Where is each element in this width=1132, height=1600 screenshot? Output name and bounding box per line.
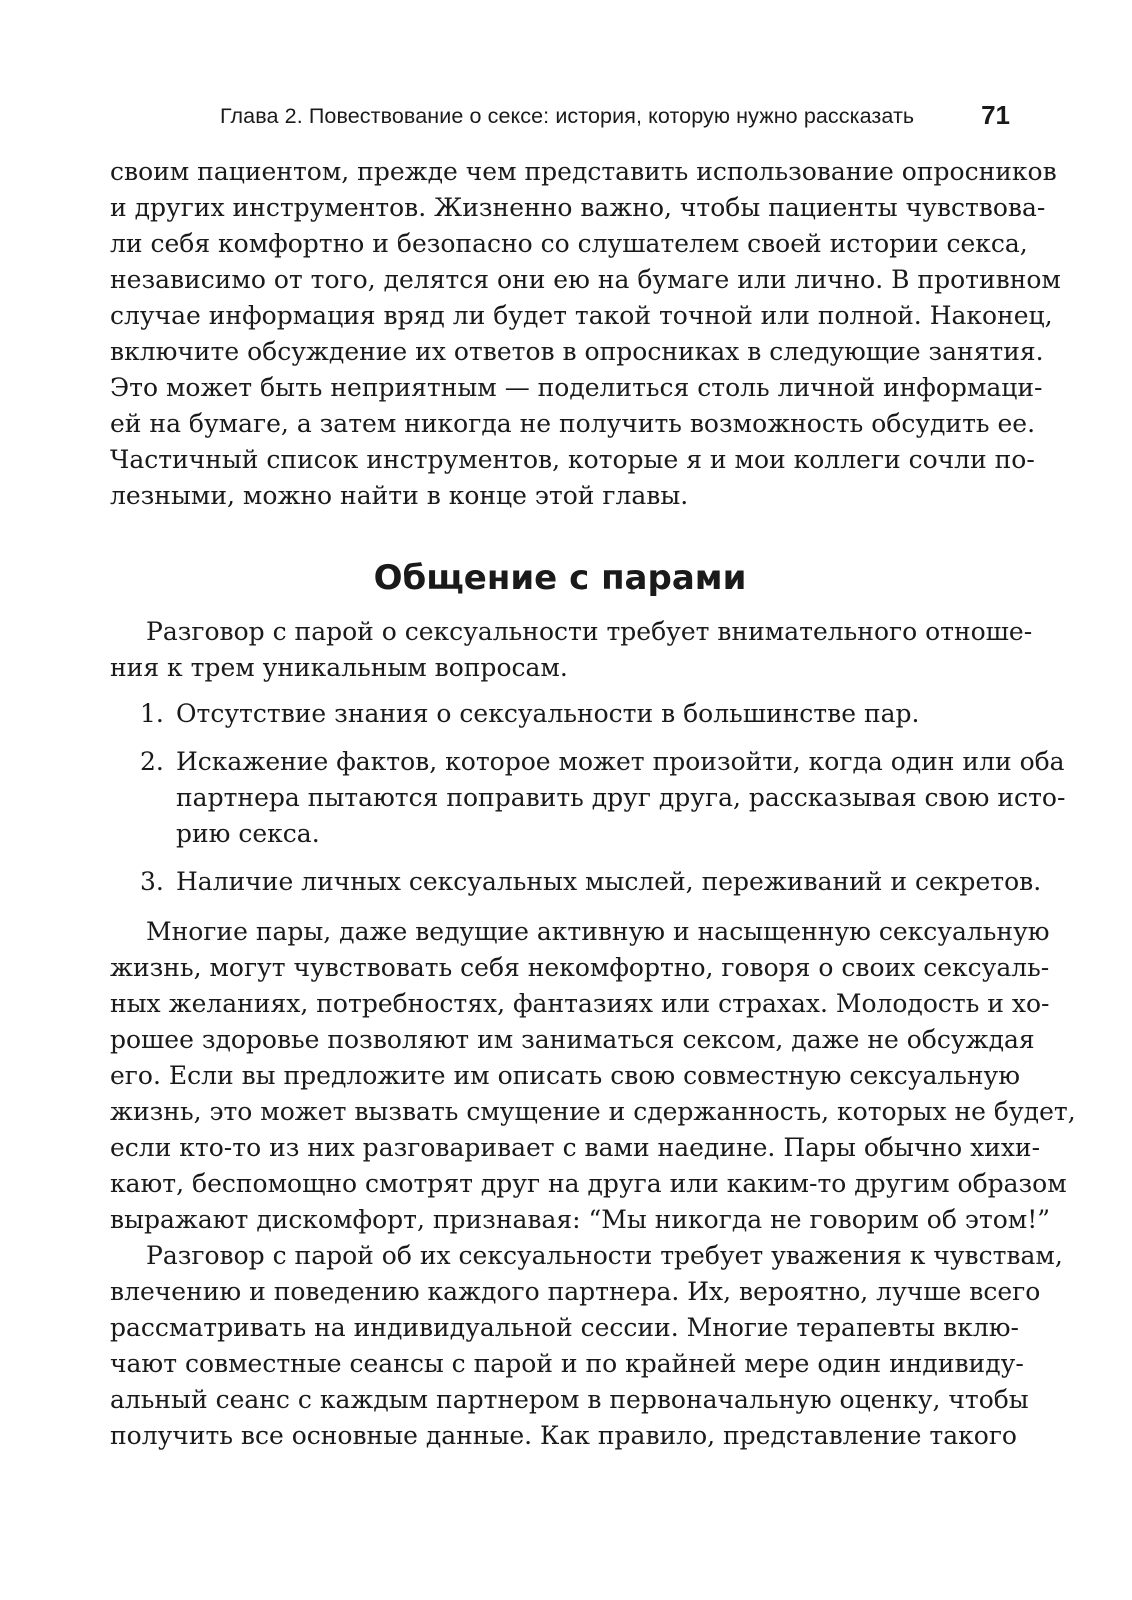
text-line: Разговор с парой о сексуальности требует внимательного отноше- (146, 617, 1033, 646)
text-line: его. Если вы предложите им описать свою совместную сексуальную (110, 1061, 1021, 1090)
page-body (110, 154, 1076, 1454)
numbered-list (110, 696, 1066, 900)
text-line: своим пациентом, прежде чем представить использование опросников (110, 157, 1057, 186)
text-line: Разговор с парой об их сексуальности требует уважения к чувствам, (146, 1241, 1063, 1270)
list-item (110, 864, 1042, 900)
text-line: получить все основные данные. Как правило, представление такого (110, 1421, 1017, 1450)
text-line: рошее здоровье позволяют им заниматься сексом, даже не обсуждая (110, 1025, 1035, 1054)
text-line: случае информация вряд ли будет такой точной или полной. Наконец, (110, 301, 1053, 330)
list-item-text: партнера пытаются поправить друг друга, рассказывая свою исто- (176, 783, 1066, 812)
text-line: выражают дискомфорт, признавая: “Мы никогда не говорим об этом!” (110, 1205, 1051, 1234)
list-item-number: 3. (140, 867, 164, 896)
list-item-text: рию секса. (176, 819, 320, 848)
list-item-text: Наличие личных сексуальных мыслей, переживаний и секретов. (176, 867, 1042, 896)
text-line: ных желаниях, потребностях, фантазиях или страхах. Молодость и хо- (110, 989, 1050, 1018)
text-line: влечению и поведению каждого партнера. Их, вероятно, лучше всего (110, 1277, 1041, 1306)
list-item-text: Отсутствие знания о сексуальности в большинстве пар. (176, 699, 920, 728)
text-line: жизнь, это может вызвать смущение и сдержанность, которых не будет, (110, 1097, 1076, 1126)
paragraph-1 (110, 154, 1061, 514)
running-head (110, 98, 1010, 138)
text-line: ей на бумаге, а затем никогда не получить возможность обсудить ее. (110, 409, 1036, 438)
text-line: Частичный список инструментов, которые я и мои коллеги сочли по- (110, 445, 1035, 474)
text-line: Многие пары, даже ведущие активную и насыщенную сексуальную (146, 917, 1050, 946)
text-line: чают совместные сеансы с парой и по крайней мере один индивиду- (110, 1349, 1024, 1378)
text-line: Это может быть неприятным — поделиться столь личной информаци- (110, 373, 1043, 402)
paragraph-2 (110, 614, 1033, 686)
paragraph-3 (110, 914, 1076, 1238)
list-item (110, 744, 1066, 852)
list-item-text: Искажение фактов, которое может произойти, когда один или оба (176, 747, 1065, 776)
text-line: ли себя комфортно и безопасно со слушателем своей истории секса, (110, 229, 1028, 258)
list-item (110, 696, 1010, 732)
text-line: включите обсуждение их ответов в опросниках в следующие занятия. (110, 337, 1044, 366)
list-item-number: 2. (140, 747, 164, 776)
text-line: альный сеанс с каждым партнером в первоначальную оценку, чтобы (110, 1385, 1029, 1414)
list-item-number: 1. (140, 699, 164, 728)
text-line: рассматривать на индивидуальной сессии. Многие терапевты вклю- (110, 1313, 1019, 1342)
paragraph-4 (110, 1238, 1063, 1454)
running-head-title: Глава 2. Повествование о сексе: история, которую нужно рассказать (220, 104, 915, 128)
page-number: 71 (981, 100, 1010, 130)
text-line: независимо от того, делятся они ею на бумаге или лично. В противном (110, 265, 1061, 294)
section-heading: Общение с парами (373, 558, 747, 598)
text-line: ния к трем уникальным вопросам. (110, 653, 568, 682)
text-line: и других инструментов. Жизненно важно, чтобы пациенты чувствова- (110, 193, 1046, 222)
text-line: кают, беспомощно смотрят друг на друга или каким-то другим образом (110, 1169, 1067, 1198)
text-line: если кто-то из них разговаривает с вами наедине. Пары обычно хихи- (110, 1133, 1041, 1162)
text-line: жизнь, могут чувствовать себя некомфортно, говоря о своих сексуаль- (110, 953, 1050, 982)
text-line: лезными, можно найти в конце этой главы. (110, 481, 689, 510)
